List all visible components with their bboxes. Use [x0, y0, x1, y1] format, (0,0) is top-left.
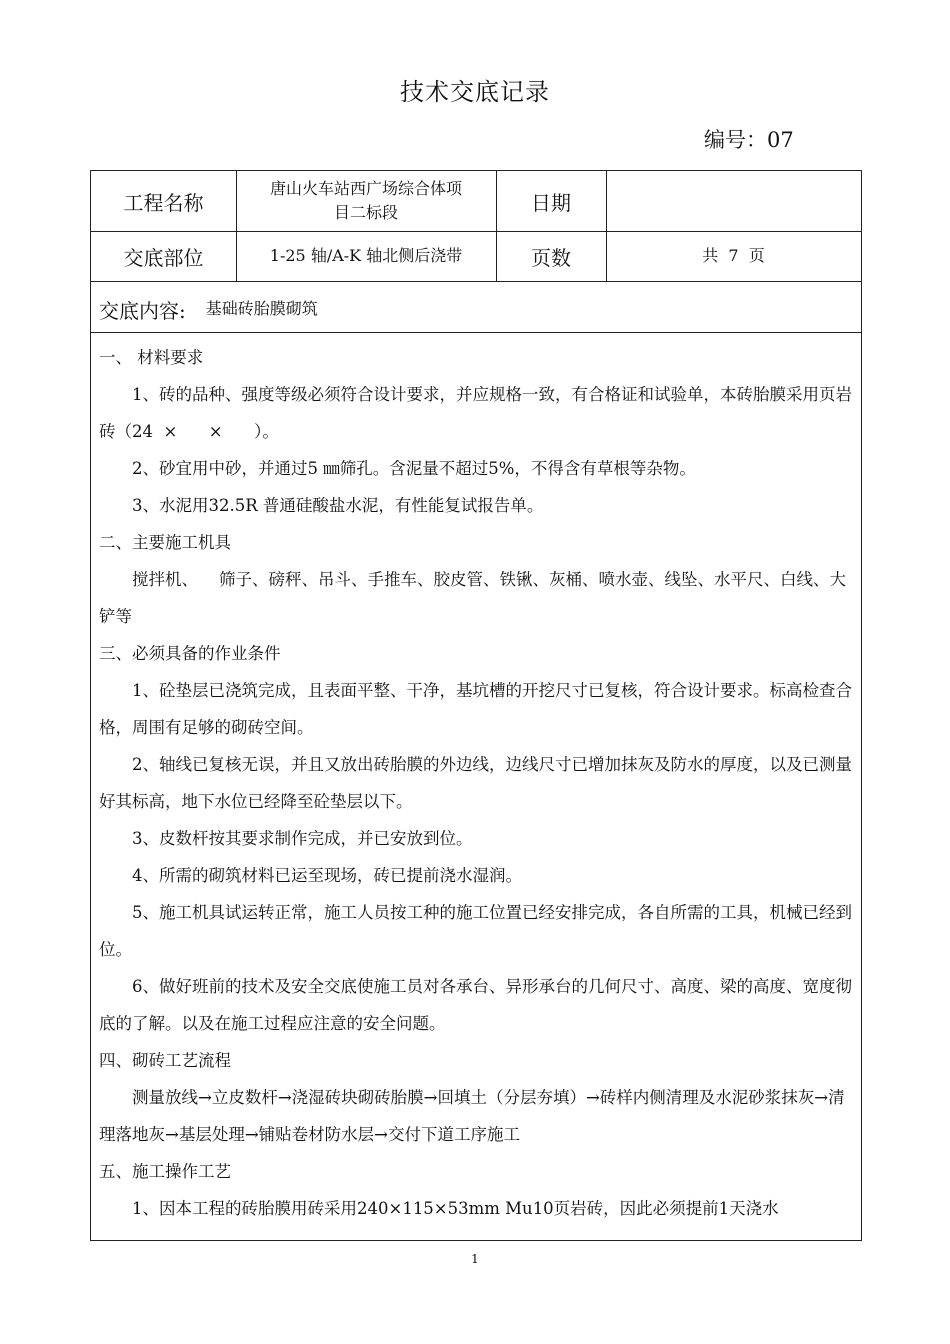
body-paragraph: 2、砂宜用中砂，并通过5 ㎜筛孔。含泥量不超过5%，不得含有草根等杂物。 — [132, 459, 696, 478]
contents-label: 交底内容: — [99, 298, 186, 323]
body-paragraph: 搅拌机、 筛子、磅秤、吊斗、手推车、胶皮管、铁锹、灰桶、喷水壶、线坠、水平尺、白线、大铲等 — [99, 570, 846, 626]
section-heading: 三、必须具备的作业条件 — [99, 644, 281, 663]
body-paragraph: 6、做好班前的技术及安全交底使施工员对各承台、异形承台的几何尺寸、高度、梁的高度、宽度彻底的了解。以及在施工过程应注意的安全问题。 — [99, 977, 852, 1033]
body-paragraph: 2、轴线已复核无误，并且又放出砖胎膜的外边线，边线尺寸已增加抹灰及防水的厚度，以及已测量好其标高，地下水位已经降至砼垫层以下。 — [99, 755, 852, 811]
project-name-value — [236, 171, 496, 231]
pages-value: 共 7 页 — [702, 246, 765, 265]
body-paragraph: 测量放线→立皮数杆→浇湿砖块砌砖胎膜→回填土（分层夯填）→砖样内侧清理及水泥砂浆抹灰→清理落地灰→基层处理→铺贴卷材防水层→交付下道工序施工 — [99, 1088, 845, 1144]
location-value: 1-25 轴/A-K 轴北侧后浇带 — [269, 246, 463, 265]
document-number: 编号：07 — [704, 128, 794, 152]
page-title: 技术交底记录 — [400, 78, 550, 106]
section-heading: 二、主要施工机具 — [99, 533, 231, 552]
body-paragraph: 3、皮数杆按其要求制作完成，并已安放到位。 — [132, 829, 473, 848]
row-divider — [91, 332, 861, 333]
contents-row — [99, 289, 318, 329]
section-heading: 一、 材料要求 — [99, 348, 204, 367]
body-paragraph: 4、所需的砌筑材料已运至现场，砖已提前浇水湿润。 — [132, 866, 522, 885]
pages-label: 页数 — [531, 245, 571, 270]
section-heading: 五、施工操作工艺 — [99, 1162, 231, 1181]
project-name-line2: 目二标段 — [333, 203, 398, 222]
body-paragraph: 1、砼垫层已浇筑完成，且表面平整、干净，基坑槽的开挖尺寸已复核，符合设计要求。标高检查合格，周围有足够的砌砖空间。 — [99, 681, 852, 737]
disclosure-table — [90, 170, 862, 1241]
project-name-label: 工程名称 — [123, 190, 204, 215]
date-label: 日期 — [531, 190, 571, 215]
date-value — [606, 171, 861, 231]
project-name-line1: 唐山火车站西广场综合体项 — [269, 179, 462, 198]
body-paragraph: 5、施工机具试运转正常，施工人员按工种的施工位置已经安排完成，各自所需的工具，机械已经到位。 — [99, 903, 852, 959]
body-paragraph: 1、砖的品种、强度等级必须符合设计要求，并应规格一致，有合格证和试验单，本砖胎膜采用页岩砖（24 × × ）。 — [99, 385, 852, 441]
location-label: 交底部位 — [123, 245, 204, 270]
section-heading: 四、砌砖工艺流程 — [99, 1051, 231, 1070]
row-divider — [91, 281, 861, 282]
page-number: 1 — [471, 1252, 479, 1266]
disclosure-body — [99, 339, 855, 1227]
contents-value: 基础砖胎膜砌筑 — [205, 299, 318, 318]
body-paragraph: 3、水泥用32.5R 普通硅酸盐水泥，有性能复试报告单。 — [132, 496, 544, 515]
body-paragraph: 1、因本工程的砖胎膜用砖采用240×115×53mm Mu10页岩砖，因此必须提前1天浇水 — [132, 1199, 779, 1218]
